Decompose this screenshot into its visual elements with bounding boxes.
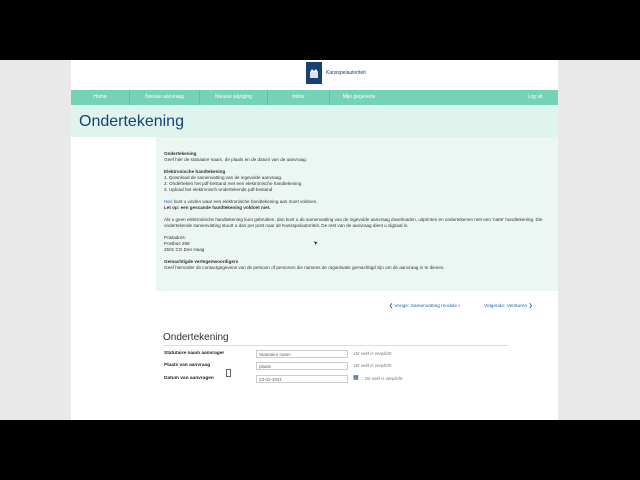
page-container [71,60,558,420]
info-heading-gemachtigden: Gemachtigde vertegenwoordigers [164,259,239,264]
logout-link[interactable]: Log uit [527,94,543,100]
plaats-hint: Dit veld is verplicht [354,363,392,368]
address-label: Postadres: [164,235,186,240]
info-heading-ondertekening: Ondertekening [164,151,197,156]
plaats-label: Plaats van aanvraag [164,363,211,368]
title-band [71,105,558,137]
nav-nieuwe-wijziging[interactable]: Nieuwe wijziging [200,90,268,105]
info-step-1: 1. Download de samenvatting van de ingevulde aanvraag. [164,175,283,180]
statutaire-naam-label: Statutaire naam aanvrager [164,351,225,356]
statutaire-naam-input[interactable]: Statutaire naam [256,350,348,358]
arrow-left-icon: ❮ [389,304,394,309]
next-link[interactable] [484,304,533,309]
statutaire-naam-hint: Dit veld is verplicht [354,351,392,356]
plaats-input[interactable]: plaats [256,362,348,370]
form-divider [163,345,508,346]
page-title: Ondertekening [79,113,184,130]
previous-label: Vorige: Samenvatting module I [394,304,460,309]
info-paragraph: Als u geen elektronische handtekening kunt gebruiken, dan kunt u de samenvatting van de ingevulde aanvraag downloaden, uitprinten en ondertekenen met een 'natte' handtekening. Die ondertekende samenvatting stuurt u dan per post naar de Kansspelautoriteit. De rest van de aanvraag dient u digitaal in. [164,217,543,228]
logo-text: Kansspelautoriteit [326,70,366,76]
nav-nieuwe-aanvraag[interactable]: Nieuwe aanvraag [130,90,200,105]
form-title: Ondertekening [163,332,229,343]
info-heading-handtekening: Elektronische handtekening [164,169,226,174]
info-step-3: 3. Upload het elektronisch-ondertekende pdf-bestand [164,187,273,192]
next-label: Volgende: Versturen [484,304,528,309]
nav-home[interactable]: Home [71,90,130,105]
crown-lion-emblem-icon [306,62,322,84]
info-step-2: 2. Onderteken het pdf-bestand met een elektronische handtekening [164,181,302,186]
document-icon [226,369,231,377]
info-text-gemachtigden: Geef hieronder de contactgegevens van de persoon of personen die namens de organisatie gemachtigd zijn om de aanvraag in te dienen. [164,265,445,270]
address-line-1: Postbus 298 [164,241,190,246]
datum-input[interactable]: 23-02-2021 [256,375,348,383]
hier-link[interactable]: Hier [164,199,173,204]
link-sentence: kunt u vinden waar een elektronische handtekening aan moet voldoen. [172,199,318,204]
datum-hint: Dit veld is verplicht [365,376,403,381]
datum-label: Datum van aanvragen [164,376,214,381]
browser-viewport [0,60,640,420]
main-nav [71,90,558,105]
info-panel [156,137,558,291]
nav-mijn-gegevens[interactable]: Mijn gegevens [342,94,376,100]
calendar-icon[interactable]: ▦ [353,375,359,381]
scan-warning: Let op: een gescande handtekening voldoet niet. [164,205,271,210]
previous-link[interactable] [389,304,460,309]
site-logo[interactable] [306,62,366,84]
address-line-2: 2501 CG Den Haag [164,247,205,252]
arrow-right-icon: ❯ [528,304,533,309]
info-text-ondertekening: Geef hier de statutaire naam, de plaats en de datum van de aanvraag. [164,157,308,162]
nav-inbox[interactable]: Inbox [268,90,330,105]
mouse-cursor-icon [314,241,318,245]
